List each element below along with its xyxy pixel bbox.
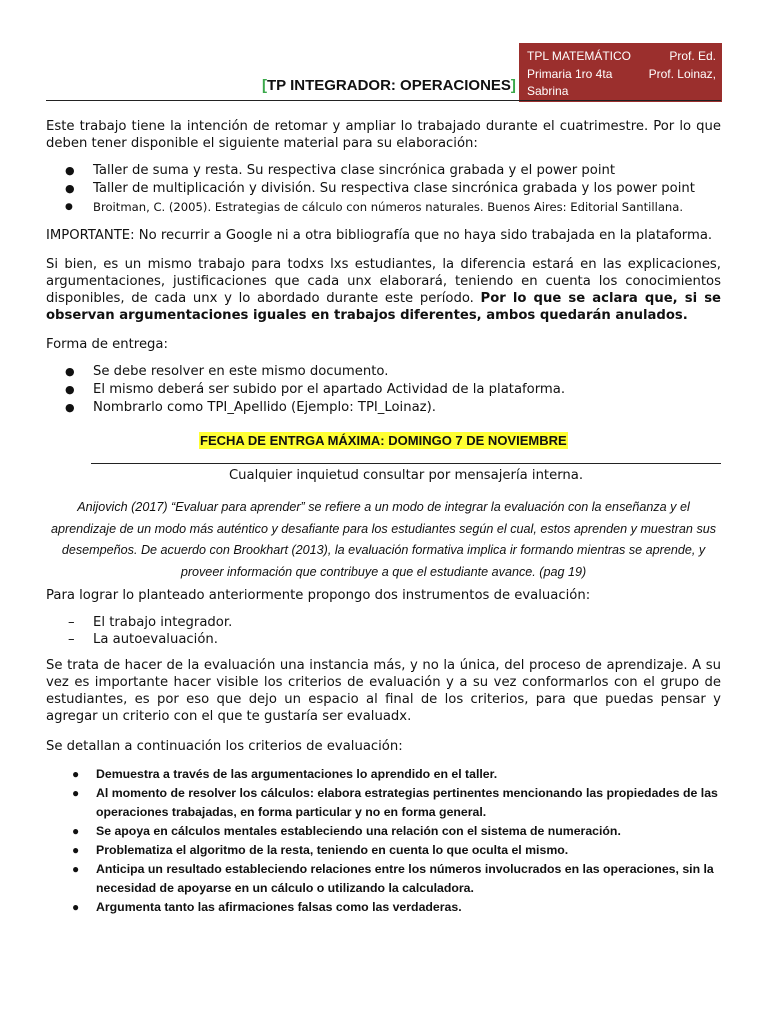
list-item: ● Se debe resolver en este mismo documento. xyxy=(65,364,389,379)
deadline-highlight: FECHA DE ENTRGA MÁXIMA: DOMINGO 7 DE NOVIEMBRE xyxy=(200,433,567,448)
bullet-icon: ● xyxy=(65,182,75,195)
list-item: ● Demuestra a través de las argumentaciones lo aprendido en el taller. xyxy=(46,765,721,784)
delivery-list xyxy=(46,363,721,417)
list-item: ● Problematiza el algoritmo de la resta, teniendo en cuenta lo que oculta el mismo. xyxy=(46,841,721,860)
annulment-warning: Por lo que se aclara que, si se observan argumentaciones iguales en trabajos diferentes, ambos quedarán anulados. xyxy=(46,291,721,323)
same-work-paragraph: Si bien, es un mismo trabajo para todxs lxs estudiantes, la diferencia estará en las explicaciones, argumentaciones, justificaciones que cada unx elaborará, teniendo en cuenta los conocimientos disponibles, de cada unx y lo abordado durante este período. Por lo que se aclara que, si se observan argumentaciones iguales en trabajos diferentes, ambos quedarán anulados. xyxy=(46,257,721,323)
bullet-icon: ● xyxy=(65,383,75,396)
materials-list xyxy=(46,162,721,216)
bullet-icon: ● xyxy=(65,401,75,414)
dash-icon: – xyxy=(68,632,75,647)
bullet-icon: ● xyxy=(72,786,80,800)
dash-icon: – xyxy=(68,615,75,630)
list-item: ● Broitman, C. (2005). Estrategias de cálculo con números naturales. Buenos Aires: Editorial Santillana. xyxy=(65,200,684,214)
title-text: TP INTEGRADOR: OPERACIONES xyxy=(267,77,511,94)
important-note: IMPORTANTE: No recurrir a Google ni a otra bibliografía que no haya sido trabajada en la plataforma. xyxy=(46,228,713,243)
list-item: ● Taller de suma y resta. Su respectiva clase sincrónica grabada y el power point xyxy=(65,163,616,178)
consult-divider xyxy=(91,463,721,464)
bullet-icon: ● xyxy=(65,365,75,378)
bullet-icon: ● xyxy=(72,824,80,838)
list-item: – La autoevaluación. xyxy=(68,632,218,647)
list-item: ● Al momento de resolver los cálculos: elabora estrategias pertinentes mencionando las propiedades de las operaciones trabajadas, en forma particular y no en forma general. xyxy=(72,786,718,819)
teacher-firstname: Sabrina xyxy=(527,84,569,98)
course-name: TPL MATEMÁTICO xyxy=(527,49,632,63)
bullet-icon: ● xyxy=(65,164,75,177)
bullet-icon: ● xyxy=(72,843,80,857)
bullet-icon: ● xyxy=(72,767,80,781)
bullet-icon: ● xyxy=(72,862,80,876)
list-item: ● El mismo deberá ser subido por el apartado Actividad de la plataforma. xyxy=(65,382,566,397)
evaluation-paragraph: Se trata de hacer de la evaluación una instancia más, y no la única, del proceso de aprendizaje. A su vez es importante hacer visible los criterios de evaluación y a su vez conformarlos con el grupo de estudiantes, es por eso que dejo un espacio al final de los criterios, para que puedas pensar y agregar un criterio con el que te gustaría ser evaluadx. xyxy=(46,658,721,724)
consult-note: Cualquier inquietud consultar por mensajería interna. xyxy=(228,468,584,483)
title-open-bracket: [ xyxy=(262,77,267,94)
course-header-box xyxy=(519,43,722,102)
instruments-list xyxy=(46,614,721,648)
intro-paragraph: Este trabajo tiene la intención de retomar y ampliar lo trabajado durante el cuatrimestre. Por lo que deben tener disponible el siguiente material para su elaboración: xyxy=(46,119,721,151)
citation-quote: Anijovich (2017) “Evaluar para aprender” se refiere a un modo de integrar la evaluación con la enseñanza y el aprendizaje de un modo más auténtico y desafiante para los estudiantes según el cual, estos aprenden y muestran sus desempeños. De acuerdo con Brookhart (2013), la evaluación formativa implica ir formando mientras se aprende, y proveer información que contribuye a que el estudiante avance. (pag 19) xyxy=(50,500,717,579)
criteria-list xyxy=(46,765,721,917)
instruments-intro: Para lograr lo planteado anteriormente propongo dos instrumentos de evaluación: xyxy=(46,588,591,603)
delivery-label: Forma de entrega: xyxy=(46,337,168,352)
list-item: – El trabajo integrador. xyxy=(68,615,233,630)
course-level: Primaria 1ro 4ta xyxy=(527,66,613,81)
teacher-title: Prof. Ed. xyxy=(669,49,716,63)
list-item: ● Taller de multiplicación y división. Su respectiva clase sincrónica grabada y los power point xyxy=(65,181,695,196)
list-item: ● Se apoya en cálculos mentales estableciendo una relación con el sistema de numeración. xyxy=(46,822,721,841)
bullet-icon: ● xyxy=(72,900,80,914)
list-item: ● Nombrarlo como TPI_Apellido (Ejemplo: TPI_Loinaz). xyxy=(65,400,436,415)
list-item: ● Argumenta tanto las afirmaciones falsas como las verdaderas. xyxy=(46,898,721,917)
criteria-intro: Se detallan a continuación los criterios de evaluación: xyxy=(46,739,403,754)
teacher-surname: Prof. Loinaz, xyxy=(648,66,716,81)
document-title xyxy=(262,77,516,94)
list-item: ● Anticipa un resultado estableciendo relaciones entre los números involucrados en las operaciones, sin la necesidad de apoyarse en un cálculo o utilizando la calculadora. xyxy=(72,862,714,895)
title-close-bracket: ] xyxy=(510,77,516,94)
title-divider xyxy=(46,100,721,101)
bullet-icon: ● xyxy=(65,202,73,212)
